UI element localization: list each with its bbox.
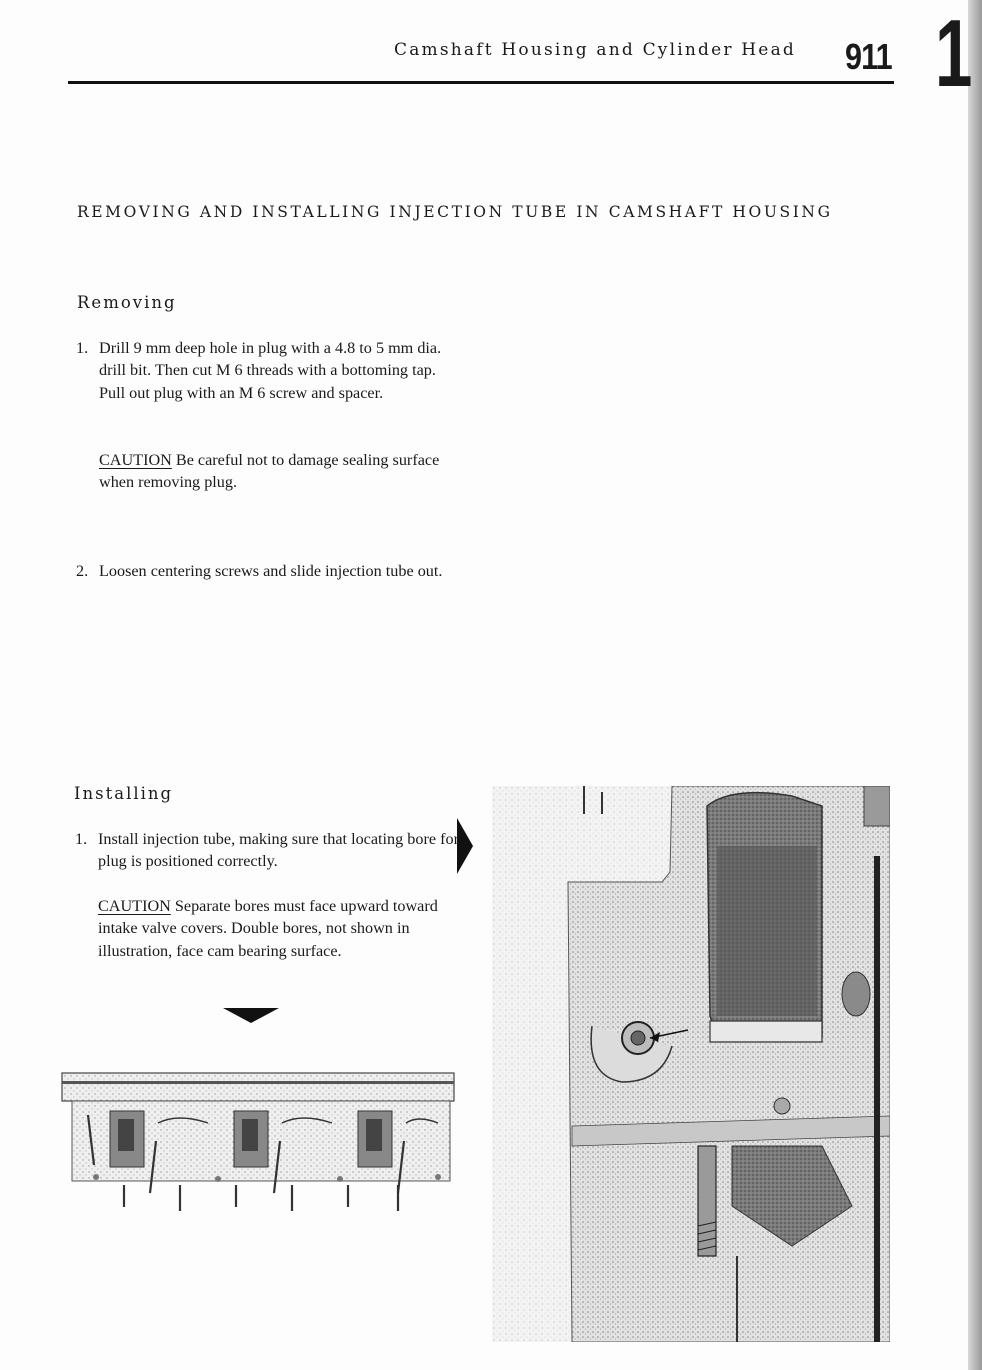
step-text: Drill 9 mm deep hole in plug with a 4.8 to 5 mm dia. drill bit. Then cut M 6 threads with a bottoming tap. Pull out plug with an M 6 screw and spacer. (99, 339, 442, 402)
injection-tube-closeup-figure (492, 786, 890, 1342)
pointer-down-icon (223, 1008, 279, 1023)
step-number: 1. (76, 339, 89, 357)
caution-text: Be careful not to damage sealing surface when removing plug. (99, 451, 440, 492)
removing-step-1 (76, 337, 476, 404)
step-number: 1. (75, 830, 88, 848)
pointer-right-icon (457, 818, 473, 874)
camshaft-housing-overview-figure (58, 1045, 458, 1220)
section-number: 1 (935, 0, 973, 107)
removing-heading: Removing (77, 293, 177, 312)
removing-caution (99, 449, 449, 494)
header-rule (68, 81, 894, 84)
page-edge (968, 0, 982, 1370)
removing-step-2 (76, 560, 476, 582)
installing-step-1 (75, 828, 475, 873)
installing-heading: Installing (74, 784, 174, 803)
step-number: 2. (76, 562, 89, 580)
header-title: Camshaft Housing and Cylinder Head (394, 40, 796, 60)
model-number: 911 (845, 36, 892, 77)
main-heading: REMOVING AND INSTALLING INJECTION TUBE IN CAMSHAFT HOUSING (77, 203, 833, 221)
step-text: Loosen centering screws and slide injection tube out. (99, 562, 443, 580)
installing-caution (98, 895, 448, 962)
caution-label: CAUTION (99, 451, 172, 469)
step-text: Install injection tube, making sure that locating bore for plug is positioned correctly. (98, 830, 459, 871)
caution-text: Separate bores must face upward toward intake valve covers. Double bores, not shown in illustration, face cam bearing surface. (98, 897, 438, 960)
caution-label: CAUTION (98, 897, 171, 915)
